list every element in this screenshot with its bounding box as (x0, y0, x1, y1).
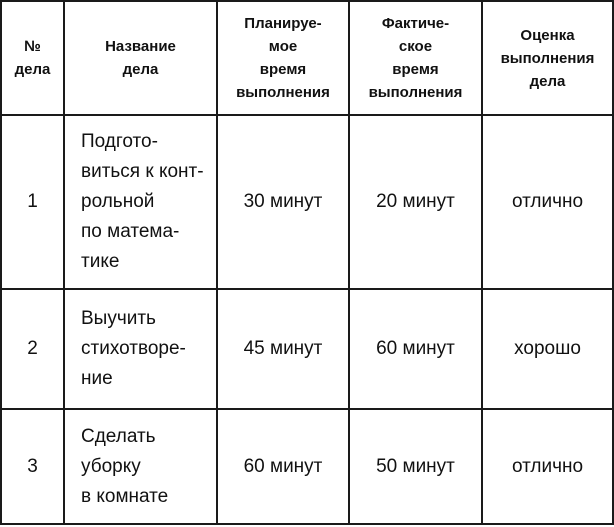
cell-actual-time: 60 минут (349, 289, 482, 409)
header-row (1, 1, 613, 115)
table-row (1, 289, 613, 409)
table-row (1, 409, 613, 524)
cell-num: 2 (1, 289, 64, 409)
cell-num: 3 (1, 409, 64, 524)
cell-planned-time: 30 минут (217, 115, 349, 289)
cell-rating: отлично (482, 409, 613, 524)
cell-task-name: Выучить стихотворе- ние (64, 289, 217, 409)
cell-planned-time: 60 минут (217, 409, 349, 524)
header-num: № дела (1, 1, 64, 115)
cell-rating: хорошо (482, 289, 613, 409)
cell-task-name: Сделать уборку в комнате (64, 409, 217, 524)
cell-task-name: Подгото- виться к конт- рольной по матема- тике (64, 115, 217, 289)
header-actual-time: Фактиче- ское время выполнения (349, 1, 482, 115)
header-planned-time: Планируе- мое время выполнения (217, 1, 349, 115)
cell-actual-time: 50 минут (349, 409, 482, 524)
cell-actual-time: 20 минут (349, 115, 482, 289)
cell-planned-time: 45 минут (217, 289, 349, 409)
header-rating: Оценка выполнения дела (482, 1, 613, 115)
table-row (1, 115, 613, 289)
header-name: Название дела (64, 1, 217, 115)
cell-num: 1 (1, 115, 64, 289)
cell-rating: отлично (482, 115, 613, 289)
